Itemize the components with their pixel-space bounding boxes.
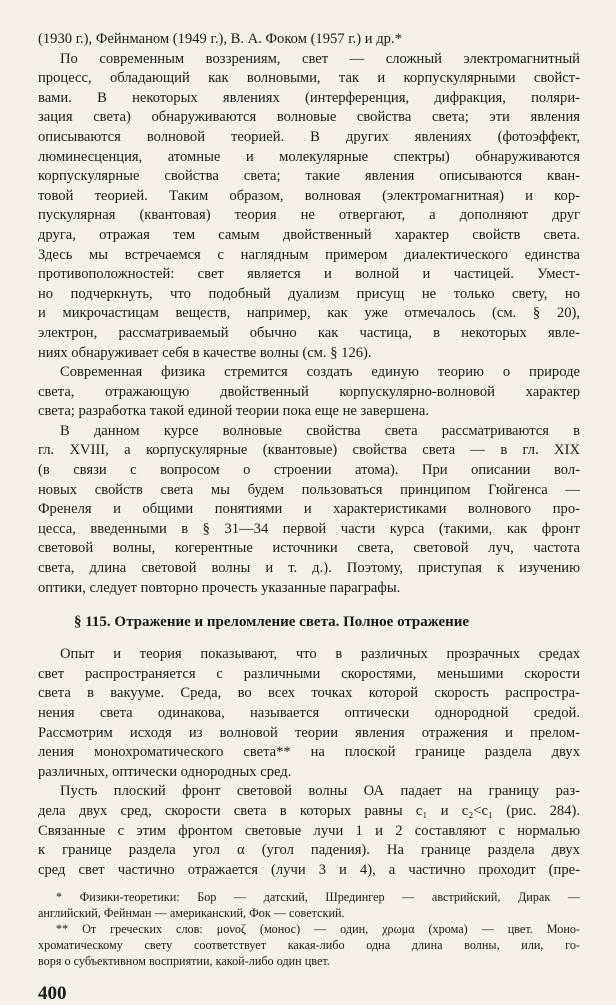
page-number: 400 (38, 983, 67, 1005)
text-line: воря о субъективном восприятии, какой-либо один цвет. (38, 954, 330, 969)
text-line: света; разработка такой единой теории пока еще не завершена. (38, 403, 430, 420)
text-line: оптики, следует повторно прочесть указанные параграфы. (38, 579, 401, 596)
footnote-monochromatic (38, 921, 580, 969)
text-line: но подчеркнуть, что подобный дуализм присущ не только свету, но (38, 285, 580, 302)
text-line: ** От греческих слов: μονοζ (монос) — один, χρωμα (хрома) — цвет. Моно- (56, 922, 580, 937)
text-line: цесса, введенными в § 31—34 первой части курса (такими, как фронт (38, 520, 580, 537)
body-text-bottom (38, 645, 580, 880)
text-line: различных, оптически однородных сред. (38, 763, 292, 780)
text-line: свет распространяется с различными скоростями, меньшими скорости (38, 665, 580, 682)
text-line: света в вакууме. Среда, во всех точках которой скорость распростра- (38, 685, 580, 702)
text-line: нения света одинакова, называется оптически однородной средой. (38, 705, 580, 721)
text-line: Современная физика стремится создать единую теорию о природе (60, 364, 580, 381)
text-line: гл. XVIII, а корпускулярные (квантовые) свойства света — в гл. XIX (38, 442, 580, 459)
book-page (38, 30, 580, 1005)
body-text-top (38, 30, 580, 598)
paragraph-light-nature (38, 50, 580, 364)
footnotes (38, 889, 580, 969)
text-line: По современным воззрениям, свет — сложный электромагнитный (60, 50, 580, 67)
text-line: к границе раздела угол α (угол падения). На границе раздела двух (38, 842, 580, 859)
text-line: (1930 г.), Фейнманом (1949 г.), В. А. Фоком (1957 г.) и др.* (38, 31, 402, 47)
text-line: люминесценция, атомные и молекулярные спектры) обнаруживаются (38, 148, 580, 165)
text-line: света, отражающую двойственный корпускулярно-волновой характер (38, 383, 580, 400)
text-line: Пусть плоский фронт световой волны ОА падает на границу раз- (60, 783, 580, 800)
paragraph-continuation (38, 30, 580, 50)
text-line: ниях обнаруживает себя в качестве волны (см. § 126). (38, 344, 372, 361)
text-line: сред свет частично отражается (лучи 3 и 4), а частично проходит (пре- (38, 861, 580, 878)
text-line: * Физики-теоретики: Бор — датский, Шредингер — австрийский, Дирак — (56, 890, 580, 905)
text-line: электрон, рассматриваемый обычно как частица, в некоторых явле- (38, 324, 580, 341)
text-line: хроматическому свету соответствует какая-либо одна длина волны, или, го- (38, 938, 580, 953)
text-line: В данном курсе волновые свойства света рассматриваются в (60, 422, 580, 439)
paragraph-wavefront (38, 782, 580, 880)
text-line: ления монохроматического света** на плоской границе раздела двух (38, 744, 580, 761)
text-line: описываются волновой теорией. В других явлениях (фотоэффект, (38, 128, 580, 145)
text-line: новых свойств света мы будем пользоваться принципом Гюйгенса — (38, 481, 580, 498)
text-line: пускулярная (квантовая) теория не отвергают, а дополняют друг (38, 207, 580, 224)
footnote-physicists (38, 889, 580, 921)
text-line: дела двух сред, скорости света в которых равны c₁ и c₂<c₁ (рис. 284). (38, 802, 580, 819)
paragraph-media-speed (38, 645, 580, 782)
text-line: световой волны, когерентные источники света, световой луч, частота (38, 540, 580, 557)
text-line: Рассмотрим исходя из волновой теории явления отражения и прелом- (38, 724, 580, 741)
text-line: зация света) обнаруживаются волновые свойства света; эти явления (38, 109, 580, 126)
text-line: Опыт и теория показывают, что в различных прозрачных средах (60, 646, 580, 663)
text-line: товой теорией. Таким образом, волновая (электромагнитная) и кор- (38, 187, 580, 204)
paragraph-course-structure (38, 422, 580, 598)
text-line: вами. В некоторых явлениях (интерференция, дифракция, поляри- (38, 89, 580, 106)
paragraph-modern-physics (38, 363, 580, 422)
text-line: английский, Фейнман — американский, Фок — советский. (38, 906, 345, 921)
text-line: (в связи с вопросом о строении атома). При описании вол- (38, 462, 580, 479)
text-line: Связанные с этим фронтом световые лучи 1 и 2 составляют с нормалью (38, 822, 580, 839)
text-line: и микрочастицам веществ, например, как уже отмечалось (см. § 20), (38, 305, 580, 322)
text-line: Здесь мы встречаемся с наглядным примером диалектического единства (38, 246, 580, 263)
text-line: друга, отражая тем самым двойственный характер свойств света. (38, 226, 580, 243)
text-line: корпускулярные свойства света; такие явления описываются кван- (38, 168, 580, 185)
text-line: Френеля и общими понятиями и характеристиками волнового про- (38, 501, 580, 518)
text-line: света, длина световой волны и т. д.). Поэтому, приступая к изучению (38, 560, 580, 577)
text-line: противоположностей: свет является и волной и частицей. Умест- (38, 266, 580, 283)
text-line: процесс, обладающий как волновыми, так и корпускулярными свойст- (38, 70, 580, 87)
section-heading: § 115. Отражение и преломление света. Полное отражение (74, 614, 470, 631)
